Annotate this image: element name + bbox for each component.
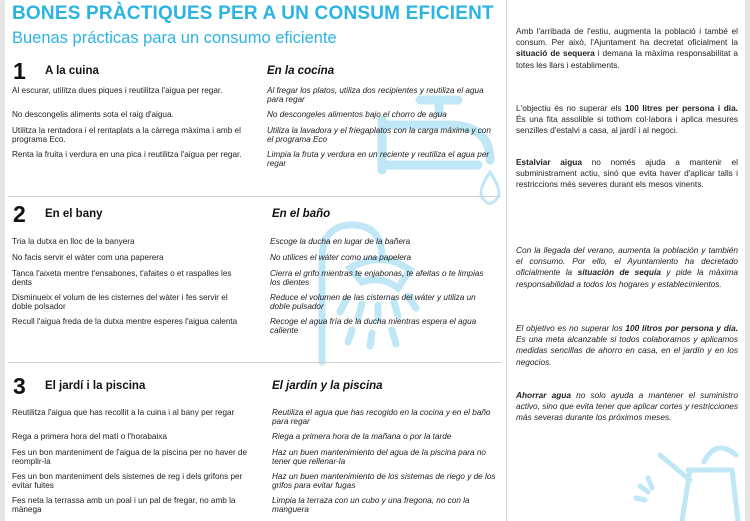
section-title-es: El jardín y la piscina xyxy=(272,380,383,392)
list-item: Recull l'aigua freda de la dutxa mentre esperes l'aigua calenta xyxy=(12,317,238,326)
list-item: Reduce el volumen de las cisternas del wáter y utiliza un doble pulsador xyxy=(270,293,476,311)
list-item: Reutilitza l'aigua que has recollit a la cuina i al bany per regar xyxy=(12,408,235,417)
info-paragraph-ca: Estalviar aigua no només ajuda a mantenir el subministrament actiu, sinó que evita haver d'aplicar talls i restriccions més severes durant els mesos vinents. xyxy=(516,157,738,190)
list-item: Rega a primera hora del matí o l'horabaixa xyxy=(12,432,167,441)
section-title-es: En la cocina xyxy=(267,65,335,77)
list-item: Tria la dutxa en lloc de la banyera xyxy=(12,237,135,246)
list-item: Al fregar los platos, utiliza dos recipientes y reutiliza el agua para regar xyxy=(267,86,484,104)
list-item: Utiliza la lavadora y el friegaplatos con la carga máxima y con el programa Eco xyxy=(267,126,491,144)
list-item: Utilitza la rentadora i el rentaplats a la càrrega màxima i amb el programa Eco. xyxy=(12,126,241,144)
section-title-es: En el baño xyxy=(272,208,331,220)
section-divider xyxy=(8,362,501,363)
list-item: Escoge la ducha en lugar de la bañera xyxy=(270,237,411,246)
list-item: Al escurar, utilitza dues piques i reutilitza l'aigua per regar. xyxy=(12,86,223,95)
list-item: Limpia la fruta y verdura en un reciente y reutiliza el agua per regar xyxy=(267,150,490,168)
info-paragraph-ca: Amb l'arribada de l'estiu, augmenta la població i també el consum. Per això, l'Ajuntament ha decretat oficialment la situació de sequera i demana la màxima responsabilitat a totes les llars i establiments. xyxy=(516,26,738,70)
list-item: Tanca l'aixeta mentre t'ensabones, t'afaites o et raspalles les dents xyxy=(12,269,232,287)
page-subtitle: Buenas prácticas para un consumo eficiente xyxy=(12,29,337,47)
watering-can-icon xyxy=(636,448,738,521)
list-item: Fes un bon manteniment dels sistemes de reg i dels grifons per evitar fuites xyxy=(12,472,243,490)
list-item: Riega a primera hora de la mañana o por la tarde xyxy=(272,432,452,441)
column-divider xyxy=(506,0,507,521)
section-title-ca: En el bany xyxy=(45,208,103,220)
list-item: Recoge el agua fría de la ducha mientras espera el agua caliente xyxy=(270,317,477,335)
info-paragraph-ca: L'objectiu és no superar els 100 litres per persona i dia. És una fita assolible si tothom col·labora i aplica mesures senzilles d'estalvi a casa, al jardí i al negoci. xyxy=(516,103,738,136)
info-paragraph-es: El objetivo es no superar los 100 litros por persona y día. Es una meta alcanzable si todos colaboramos y aplicamos medidas sencillas de ahorro en casa, en el jardín y en los negocios. xyxy=(516,323,738,367)
list-item: Fes un bon manteniment de l'aigua de la piscina per no haver de reomplir-la xyxy=(12,448,248,466)
list-item: Cierra el grifo mientras te enjabonas, te afeitas o te limpias los dientes xyxy=(270,269,484,287)
info-paragraph-es: Ahorrar agua no solo ayuda a mantener el suministro activo, sino que evita tener que aplicar cortes y restricciones más severas durante los próximos meses. xyxy=(516,390,738,423)
section-title-ca: El jardí i la piscina xyxy=(45,380,146,392)
section-title-ca: A la cuina xyxy=(45,65,99,77)
list-item: Renta la fruita i verdura en una pica i reutilitza l'aigua per regar. xyxy=(12,150,242,159)
list-item: Reutiliza el agua que has recogido en la cocina y en el baño para regar xyxy=(272,408,491,426)
section-number: 1 xyxy=(13,58,26,84)
list-item: No utilices el wáter como una papelera xyxy=(270,253,412,262)
page-title: BONES PRÀCTIQUES PER A UN CONSUM EFICIENT xyxy=(12,3,494,24)
list-item: Fes neta la terrassa amb un poal i un pal de fregar, no amb la mànega xyxy=(12,496,236,514)
section-number: 2 xyxy=(13,201,26,227)
water-drop-icon xyxy=(481,172,499,204)
list-item: No descongeles alimentos bajo el chorro de agua xyxy=(267,110,447,119)
list-item: Disminueix el volum de les cisternes del wàter i fes servir el doble polsador xyxy=(12,293,228,311)
section-divider xyxy=(8,196,501,197)
list-item: Haz un buen mantenimiento del agua de la piscina para no tener que rellenar-la xyxy=(272,448,486,466)
list-item: No descongelis aliments sota el raig d'aigua. xyxy=(12,110,174,119)
list-item: No facis servir el wàter com una paperera xyxy=(12,253,164,262)
section-number: 3 xyxy=(13,373,26,399)
list-item: Haz un buen mantenimiento de los sistemas de riego y de los grifos para evitar fugas xyxy=(272,472,496,490)
list-item: Limpia la terraza con un cubo y una fregona, no con la manguera xyxy=(272,496,470,514)
info-paragraph-es: Con la llegada del verano, aumenta la población y también el consumo. Por ello, el Ayuntamiento ha decretado oficialmente la situación de sequía y pide la máxima responsabilidad a todos los hogares y establecimientos. xyxy=(516,245,739,289)
